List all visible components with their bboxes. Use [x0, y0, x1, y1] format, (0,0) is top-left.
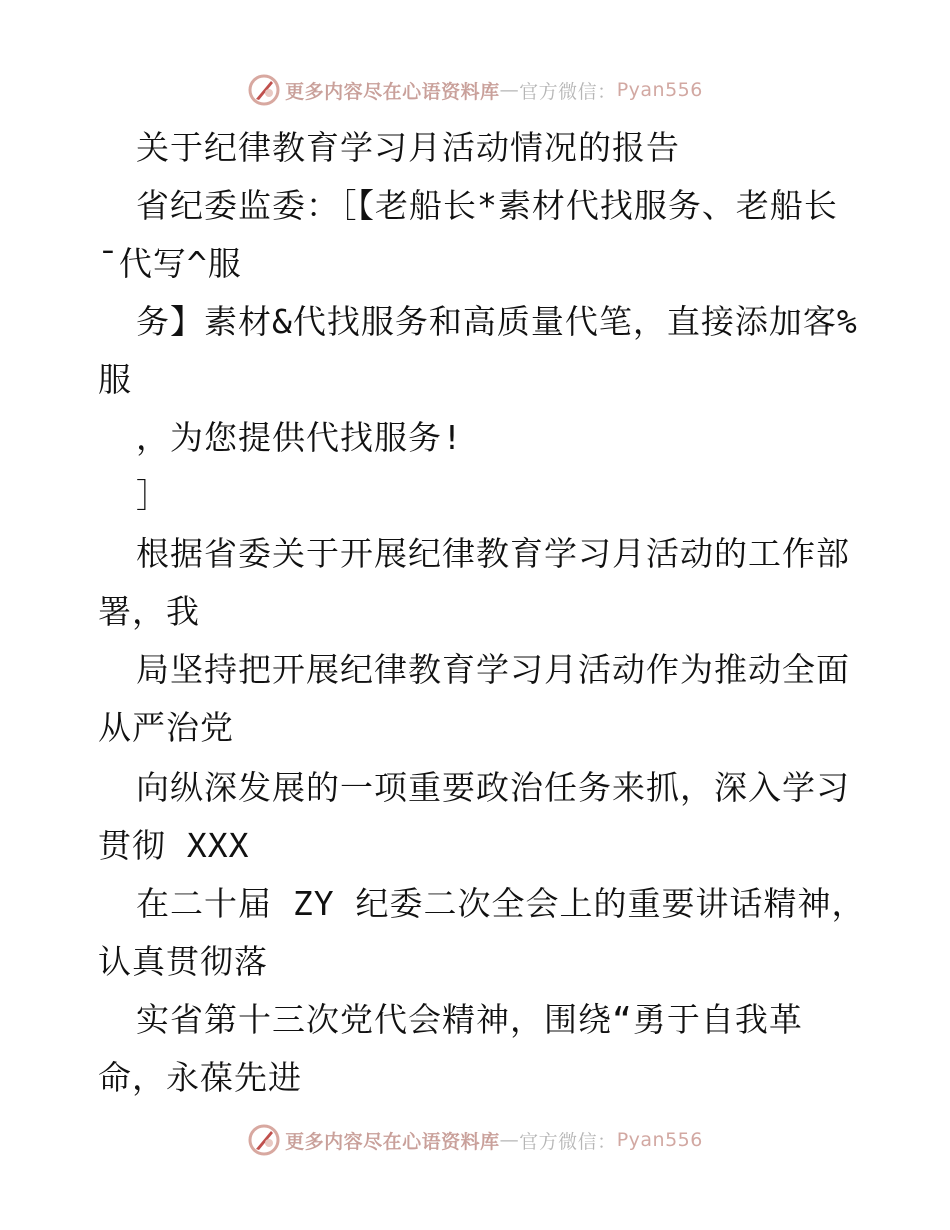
watermark-separator: —	[499, 1129, 520, 1151]
paragraph-line: 命，永葆先进	[98, 1058, 302, 1097]
paragraph-line: ，为您提供代找服务!	[136, 418, 463, 457]
paragraph-line: 局坚持把开展纪律教育学习月活动作为推动全面	[136, 650, 850, 689]
paragraph-line: 实省第十三次党代会精神，围绕“勇于自我革	[136, 1000, 803, 1039]
paragraph-line: ¯代写^服	[98, 244, 242, 283]
paragraph-line: 署，我	[98, 592, 200, 631]
paragraph-line: 在二十届 ZY 纪委二次全会上的重要讲话精神，	[136, 884, 866, 923]
watermark-wechat-id: Pyan556	[616, 79, 703, 101]
paragraph-line: 省纪委监委：［【老船长*素材代找服务、老船长	[136, 186, 838, 225]
quill-logo-icon	[247, 1123, 281, 1157]
footer-watermark	[0, 1120, 950, 1160]
watermark-separator: —	[499, 79, 520, 101]
watermark-contact-label: 官方微信：	[519, 1130, 617, 1153]
paragraph-line: 务】素材&代找服务和高质量代笔，直接添加客%	[136, 302, 858, 341]
paragraph-line: 贯彻 XXX	[98, 826, 250, 865]
watermark-main-text: 更多内容尽在心语资料库	[285, 1130, 500, 1153]
watermark-wechat-id: Pyan556	[616, 1129, 703, 1151]
paragraph-line: 认真贯彻落	[98, 942, 268, 981]
paragraph-line: ］	[136, 476, 170, 515]
document-title: 关于纪律教育学习月活动情况的报告	[136, 128, 680, 167]
paragraph-line: 根据省委关于开展纪律教育学习月活动的工作部	[136, 534, 850, 573]
watermark-contact-label: 官方微信：	[519, 80, 617, 103]
watermark-main-text: 更多内容尽在心语资料库	[285, 80, 500, 103]
paragraph-line: 从严治党	[98, 708, 234, 747]
paragraph-line: 服	[98, 360, 132, 399]
paragraph-line: 向纵深发展的一项重要政治任务来抓，深入学习	[136, 768, 850, 807]
